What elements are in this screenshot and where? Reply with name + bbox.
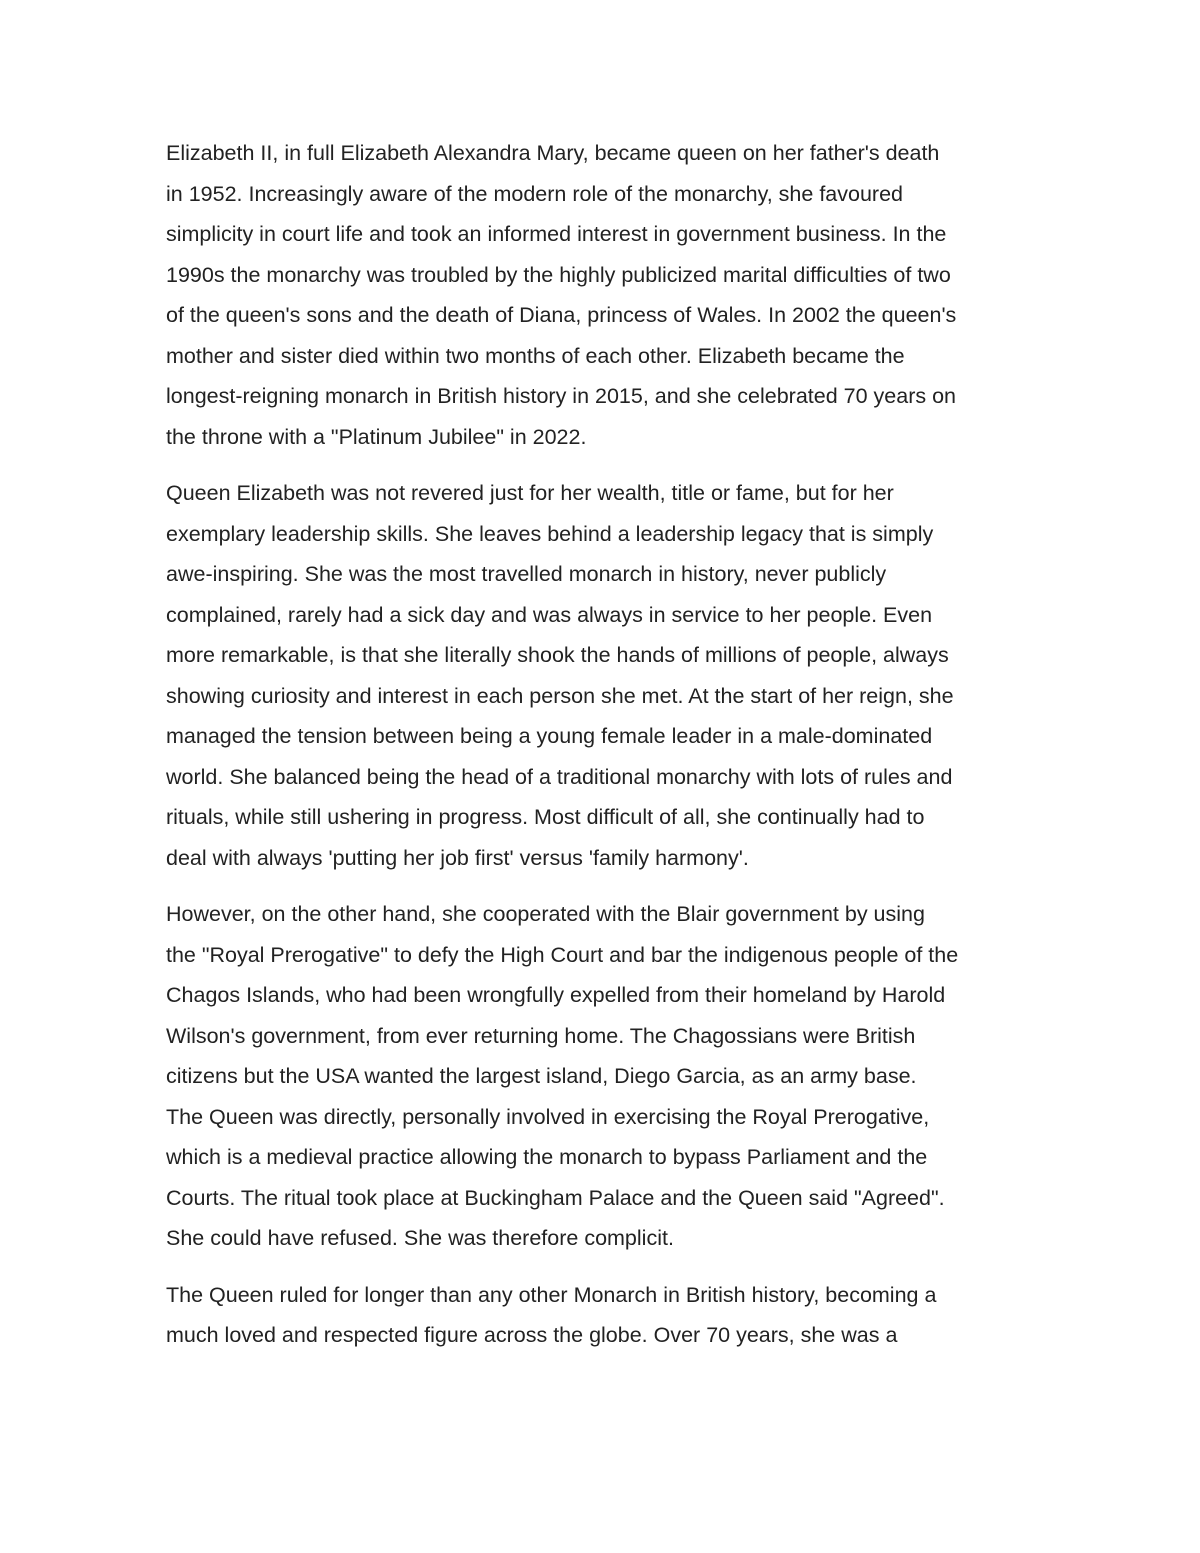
text-line: Wilson's government, from ever returning home. The Chagossians were British (166, 1023, 916, 1048)
document-page (166, 133, 1046, 1372)
text-line: The Queen was directly, personally involved in exercising the Royal Prerogative, (166, 1104, 930, 1129)
paragraph (166, 133, 1046, 457)
text-line: managed the tension between being a young female leader in a male-dominated (166, 724, 933, 748)
text-line: showing curiosity and interest in each person she met. At the start of her reign, she (166, 683, 954, 708)
text-line: world. She balanced being the head of a traditional monarchy with lots of rules and (166, 764, 953, 789)
text-line: more remarkable, is that she literally shook the hands of millions of people, always (166, 643, 949, 667)
text-line: mother and sister died within two months of each other. Elizabeth became the (166, 343, 905, 368)
text-line: much loved and respected figure across the globe. Over 70 years, she was a (166, 1323, 898, 1347)
text-line: simplicity in court life and took an informed interest in government business. In the (166, 222, 947, 246)
text-line: The Queen ruled for longer than any other Monarch in British history, becoming a (166, 1282, 937, 1307)
text-line: 1990s the monarchy was troubled by the highly publicized marital difficulties of two (166, 262, 951, 287)
text-line: in 1952. Increasingly aware of the modern role of the monarchy, she favoured (166, 181, 903, 206)
paragraph (166, 473, 1046, 878)
text-line: longest-reigning monarch in British history in 2015, and she celebrated 70 years on (166, 384, 956, 408)
text-line: citizens but the USA wanted the largest island, Diego Garcia, as an army base. (166, 1064, 917, 1088)
paragraph (166, 894, 1046, 1259)
text-line: However, on the other hand, she cooperated with the Blair government by using (166, 902, 925, 926)
text-line: the throne with a "Platinum Jubilee" in 2022. (166, 424, 587, 449)
text-line: deal with always 'putting her job first' versus 'family harmony'. (166, 845, 749, 870)
text-line: Chagos Islands, who had been wrongfully expelled from their homeland by Harold (166, 983, 946, 1007)
paragraph (166, 1275, 1046, 1356)
text-line: rituals, while still ushering in progress. Most difficult of all, she continually had to (166, 805, 925, 829)
text-line: which is a medieval practice allowing the monarch to bypass Parliament and the (166, 1145, 928, 1169)
text-line: awe-inspiring. She was the most travelled monarch in history, never publicly (166, 562, 887, 586)
text-line: complained, rarely had a sick day and was always in service to her people. Even (166, 602, 933, 627)
text-line: Courts. The ritual took place at Buckingham Palace and the Queen said "Agreed". (166, 1185, 945, 1210)
text-line: She could have refused. She was therefore complicit. (166, 1226, 674, 1250)
text-line: the "Royal Prerogative" to defy the High Court and bar the indigenous people of the (166, 942, 959, 967)
text-line: Elizabeth II, in full Elizabeth Alexandra Mary, became queen on her father's death (166, 141, 940, 165)
text-line: Queen Elizabeth was not revered just for her wealth, title or fame, but for her (166, 481, 894, 505)
text-line: exemplary leadership skills. She leaves behind a leadership legacy that is simply (166, 521, 934, 546)
text-line: of the queen's sons and the death of Diana, princess of Wales. In 2002 the queen's (166, 303, 957, 327)
